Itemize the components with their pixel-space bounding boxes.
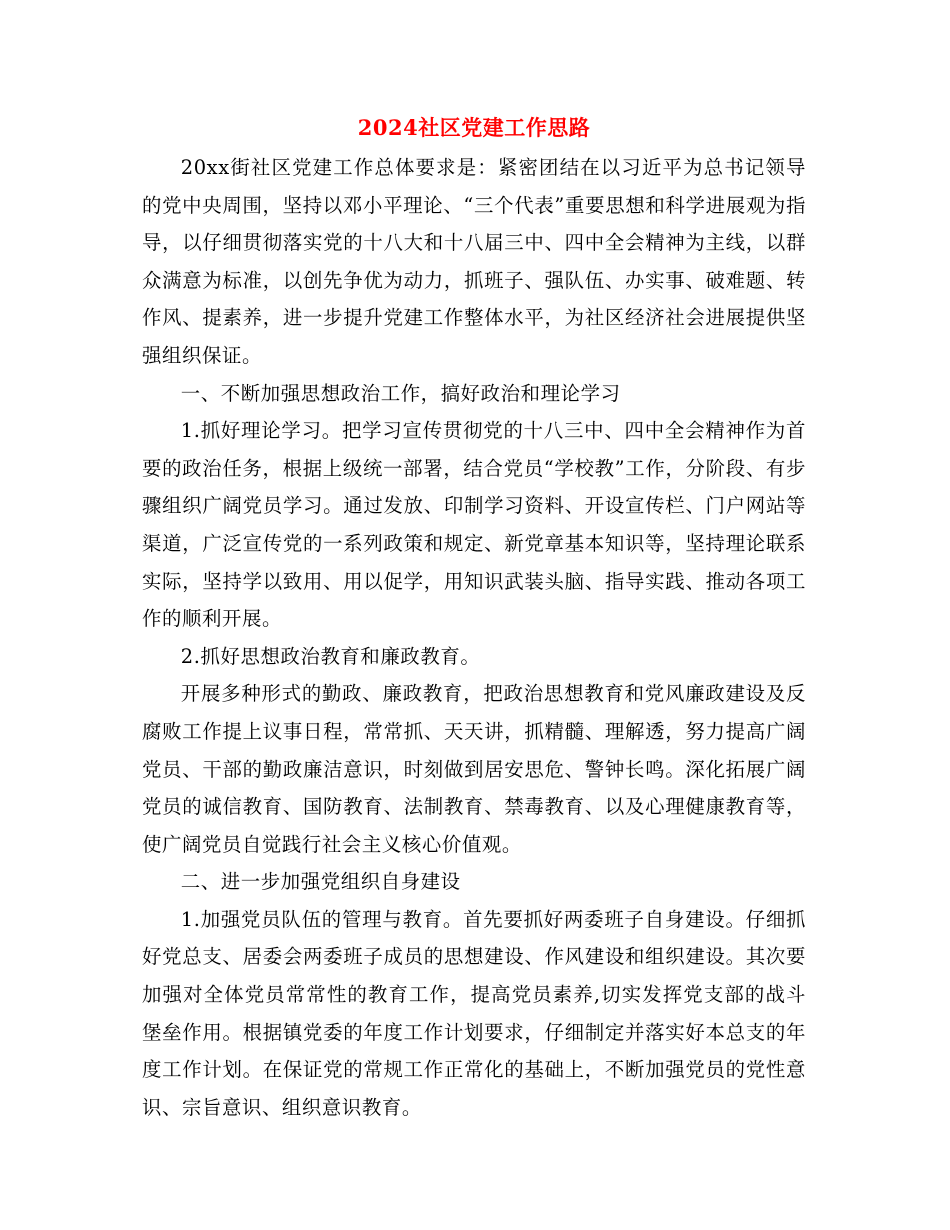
heading-section-two: 二、进一步加强党组织自身建设 — [180, 870, 461, 894]
subheading-political-education: 2.抓好思想政治教育和廉政教育。 — [180, 644, 481, 668]
paragraph-theory-study: 1.抓好理论学习。把学习宣传贯彻党的十八三中、四中全会精神作为首要的政治任务，根据上级统一部署，结合党员“学校教”工作，分阶段、有步骤组织广阔党员学习。通过发放、印制学习资料、开设宣传栏、门户网站等渠道，广泛宣传党的一系列政策和规定、新党章基本知识等，坚持理论联系实际，坚持学以致用、用以促学，用知识武装头脑、指导实践、推动各项工作的顺利开展。 — [142, 419, 806, 631]
paragraph-member-management: 1.加强党员队伍的管理与教育。首先要抓好两委班子自身建设。仔细抓好党总支、居委会两委班子成员的思想建设、作风建设和组织建设。其次要加强对全体党员常常性的教育工作，提高党员素养,切实发挥党支部的战斗堡垒作用。根据镇党委的年度工作计划要求，仔细制定并落实好本总支的年度工作计划。在保证党的常规工作正常化的基础上，不断加强党员的党性意识、宗旨意识、组织意识教育。 — [142, 907, 806, 1119]
paragraph-general-requirements: 20xx街社区党建工作总体要求是：紧密团结在以习近平为总书记领导的党中央周围，坚持以邓小平理论、“三个代表”重要思想和科学进展观为指导，以仔细贯彻落实党的十八大和十八届三中、四中全会精神为主线，以群众满意为标准，以创先争优为动力，抓班子、强队伍、办实事、破难题、转作风、提素养，进一步提升党建工作整体水平，为社区经济社会进展提供坚强组织保证。 — [142, 156, 806, 367]
document-page — [142, 108, 806, 1126]
heading-section-one: 一、不断加强思想政治工作，搞好政治和理论学习 — [180, 381, 621, 405]
document-title: 2024社区党建工作思路 — [357, 115, 591, 140]
paragraph-political-education: 开展多种形式的勤政、廉政教育，把政治思想教育和党风廉政建设及反腐败工作提上议事日程，常常抓、天天讲，抓精髓、理解透，努力提高广阔党员、干部的勤政廉洁意识，时刻做到居安思危、警钟长鸣。深化拓展广阔党员的诚信教育、国防教育、法制教育、禁毒教育、以及心理健康教育等，使广阔党员自觉践行社会主义核心价值观。 — [142, 682, 806, 856]
